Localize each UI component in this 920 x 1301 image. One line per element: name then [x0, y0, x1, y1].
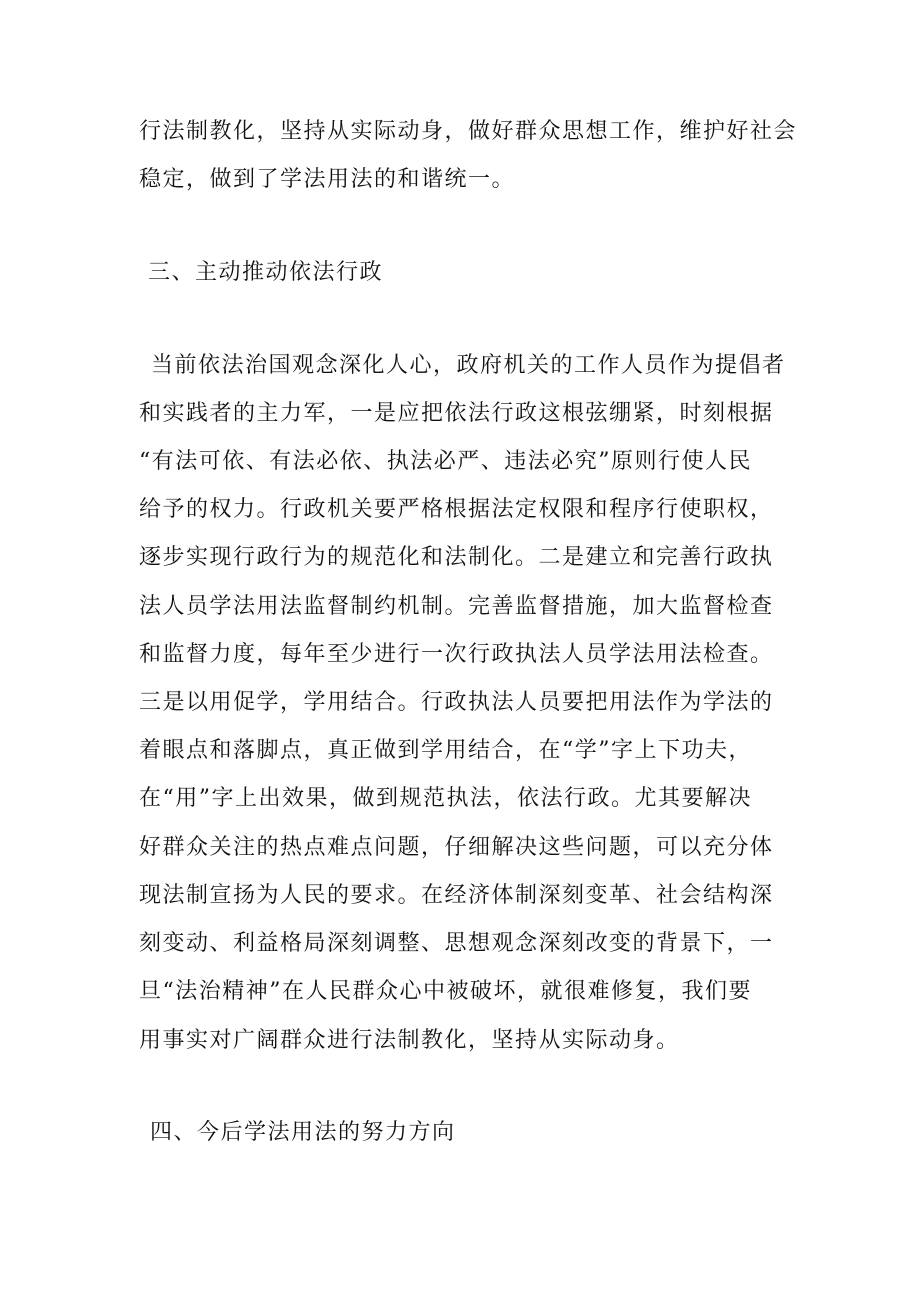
paragraph-line: 三是以用促学，学用结合。行政执法人员要把用法作为学法的	[139, 690, 774, 715]
paragraph-line: 给予的权力。行政机关要严格根据法定权限和程序行使职权，	[139, 497, 774, 522]
paragraph-line: 逐步实现行政行为的规范化和法制化。二是建立和完善行政执	[139, 545, 774, 570]
paragraph-line: 用事实对广阔群众进行法制教化，坚持从实际动身。	[139, 1028, 680, 1053]
paragraph-line: 刻变动、利益格局深刻调整、思想观念深刻改变的背景下，一	[139, 931, 774, 956]
paragraph-line: 好群众关注的热点难点问题，仔细解决这些问题，可以充分体	[139, 835, 774, 860]
paragraph-line: 行法制教化，坚持从实际动身，做好群众思想工作，维护好社会	[139, 119, 798, 144]
paragraph-line: 在“用”字上出效果，做到规范执法，依法行政。尤其要解决	[139, 786, 752, 811]
paragraph-line: 现法制宣扬为人民的要求。在经济体制深刻变革、社会结构深	[139, 883, 774, 908]
paragraph-line: 和监督力度，每年至少进行一次行政执法人员学法用法检查。	[139, 642, 774, 667]
paragraph-line: 和实践者的主力军，一是应把依法行政这根弦绷紧，时刻根据	[139, 401, 774, 426]
paragraph-line: 着眼点和落脚点，真正做到学用结合，在“学”字上下功夫，	[139, 738, 752, 763]
paragraph-line: 旦“法治精神”在人民群众心中被破坏，就很难修复，我们要	[139, 979, 752, 1004]
paragraph-line: “有法可依、有法必依、执法必严、违法必究”原则行使人民	[139, 449, 752, 474]
paragraph-line: 法人员学法用法监督制约机制。完善监督措施，加大监督检查	[139, 594, 774, 619]
section-heading-3: 三、主动推动依法行政	[148, 260, 384, 285]
paragraph-line: 稳定，做到了学法用法的和谐统一。	[139, 167, 516, 192]
paragraph-line: 当前依法治国观念深化人心，政府机关的工作人员作为提倡者	[151, 353, 786, 378]
section-heading-4: 四、今后学法用法的努力方向	[150, 1120, 456, 1145]
